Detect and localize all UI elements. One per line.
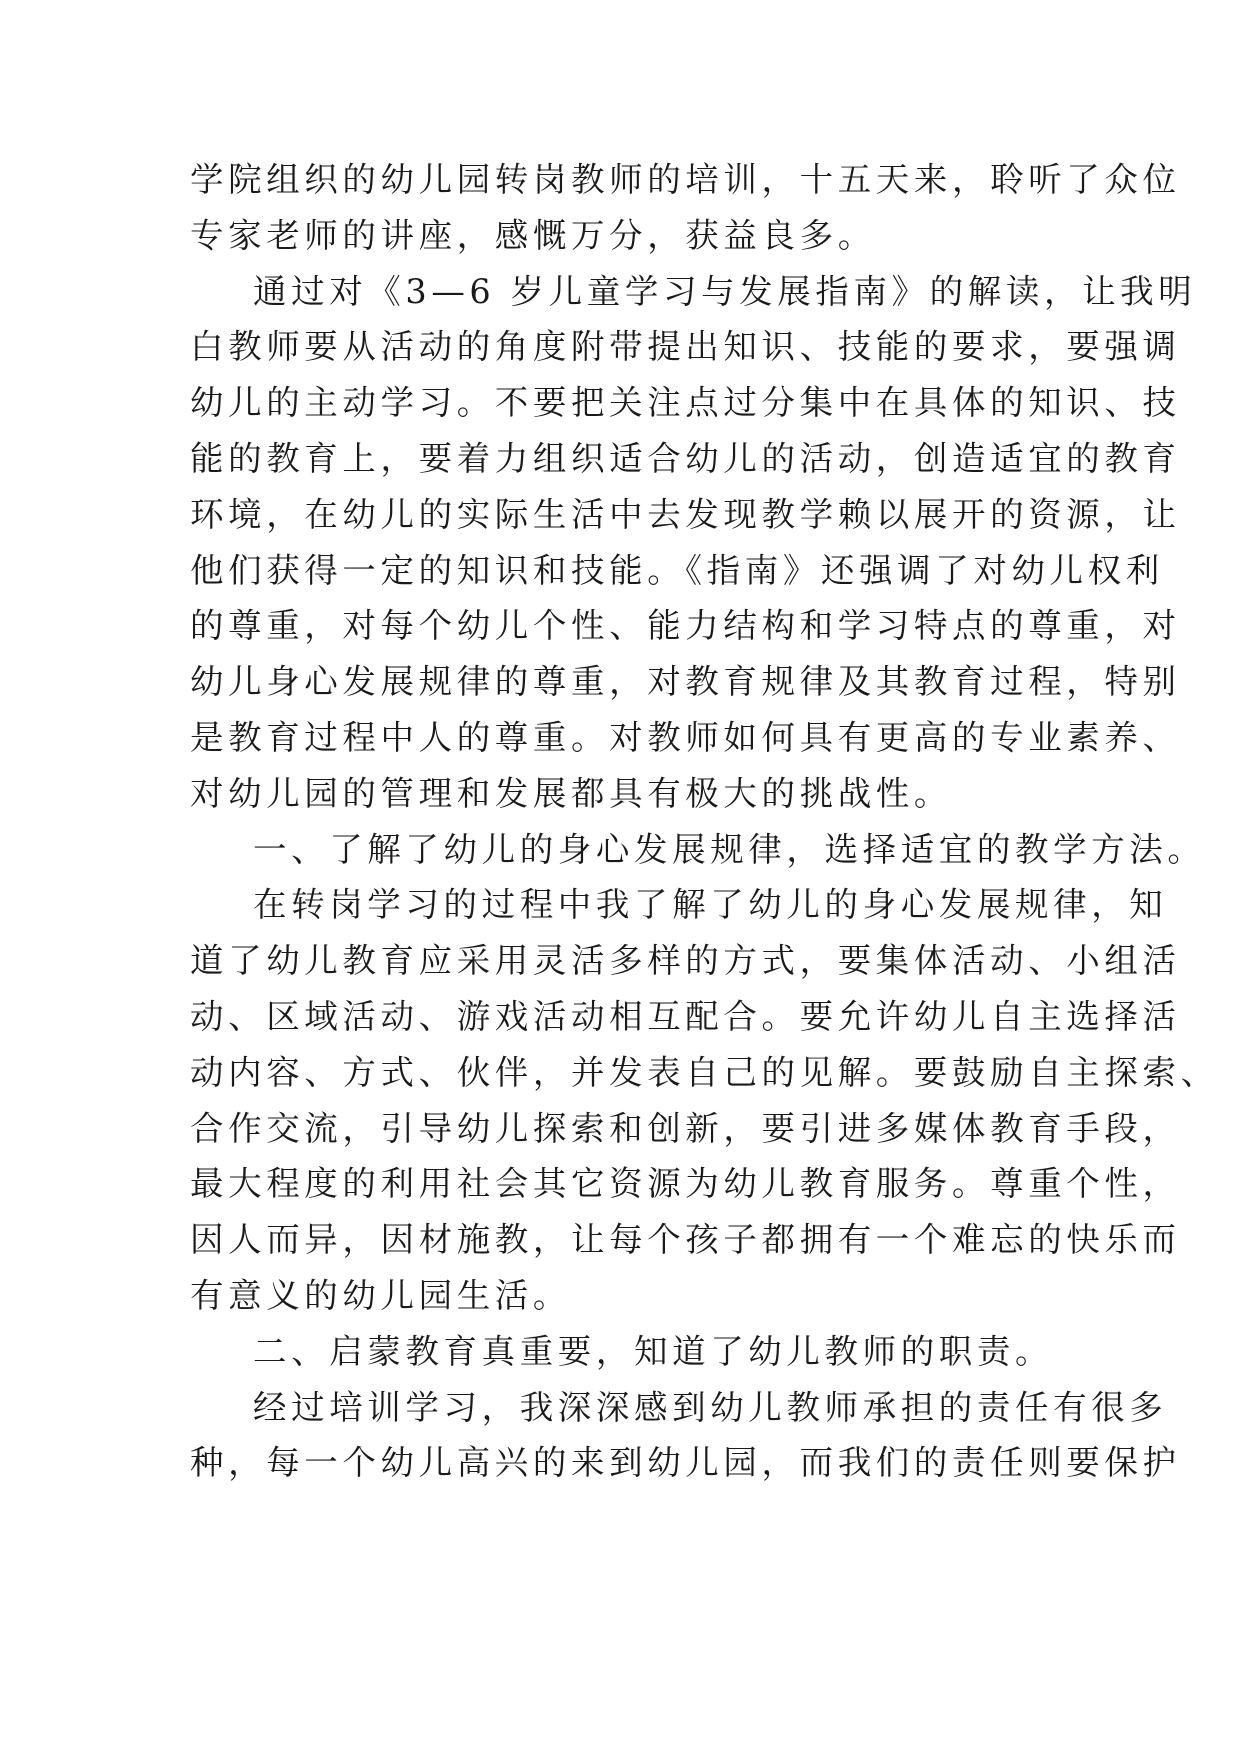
text-line: 合作交流，引导幼儿探索和创新，要引进多媒体教育手段， <box>190 1108 1181 1148</box>
text-line: 能的教育上，要着力组织适合幼儿的活动，创造适宜的教育 <box>190 438 1181 478</box>
text-line: 有意义的幼儿园生活。 <box>190 1275 571 1315</box>
text-line: 是教育过程中人的尊重。对教师如何具有更高的专业素养、 <box>190 717 1181 757</box>
text-line: 一、了解了幼儿的身心发展规律，选择适宜的教学方法。 <box>253 829 1206 869</box>
text-line: 因人而异，因材施教，让每个孩子都拥有一个难忘的快乐而 <box>190 1220 1181 1260</box>
text-line: 在转岗学习的过程中我了解了幼儿的身心发展规律，知 <box>253 885 1168 925</box>
text-line: 的尊重，对每个幼儿个性、能力结构和学习特点的尊重，对 <box>190 606 1181 646</box>
text-line: 动、区域活动、游戏活动相互配合。要允许幼儿自主选择活 <box>190 996 1181 1036</box>
text-line: 动内容、方式、伙伴，并发表自己的见解。要鼓励自主探索、 <box>190 1052 1219 1092</box>
text-line: 白教师要从活动的角度附带提出知识、技能的要求，要强调 <box>190 327 1181 367</box>
text-line: 通过对《3—6 岁儿童学习与发展指南》的解读，让我明 <box>253 271 1197 311</box>
text-line: 种，每一个幼儿高兴的来到幼儿园，而我们的责任则要保护 <box>190 1443 1181 1483</box>
text-line: 经过培训学习，我深深感到幼儿教师承担的责任有很多 <box>253 1387 1168 1427</box>
text-line: 幼儿身心发展规律的尊重，对教育规律及其教育过程，特别 <box>190 662 1181 702</box>
document-body <box>190 152 1219 1491</box>
text-line: 专家老师的讲座，感慨万分，获益良多。 <box>190 215 876 255</box>
text-line: 环境，在幼儿的实际生活中去发现教学赖以展开的资源，让 <box>190 494 1181 534</box>
text-line: 学院组织的幼儿园转岗教师的培训，十五天来，聆听了众位 <box>190 160 1181 199</box>
text-line: 二、启蒙教育真重要，知道了幼儿教师的职责。 <box>253 1331 1054 1371</box>
text-line: 道了幼儿教育应采用灵活多样的方式，要集体活动、小组活 <box>190 941 1181 981</box>
text-line: 最大程度的利用社会其它资源为幼儿教育服务。尊重个性， <box>190 1164 1181 1204</box>
text-line: 他们获得一定的知识和技能。《指南》还强调了对幼儿权利 <box>190 550 1164 590</box>
text-line: 对幼儿园的管理和发展都具有极大的挑战性。 <box>190 773 952 813</box>
text-line: 幼儿的主动学习。不要把关注点过分集中在具体的知识、技 <box>190 383 1181 423</box>
